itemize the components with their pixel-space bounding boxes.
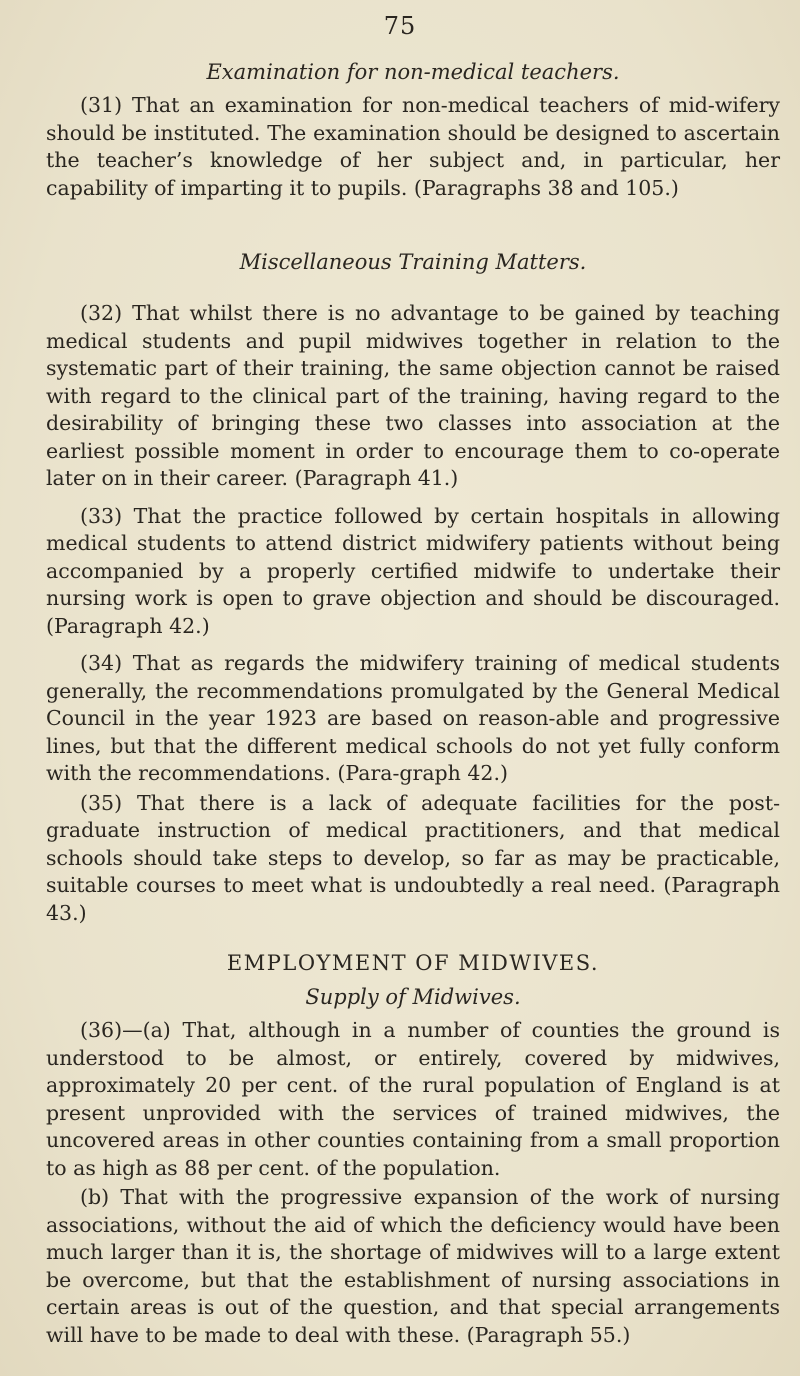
paragraph-32: (32) That whilst there is no advantage to be gained by teaching medical students and pupil midwives together in relation to the systematic part of their training, the same objection cannot be raised with regard to the clinical part of the training, having regard to the desirability of bringing these two classes into association at the earliest possible moment in order to encourage them to co-operate later on in their career. (Paragraph 41.) <box>46 301 780 490</box>
section-heading-examination: Examination for non-medical teachers. <box>206 60 620 84</box>
paragraph-33: (33) That the practice followed by certain hospitals in allowing medical students to attend district midwifery patients without being accompanied by a properly certified midwife to undertake their nursing work is open to grave objection and should be discouraged. (Paragraph 42.) <box>46 503 780 638</box>
section-heading-employment: EMPLOYMENT OF MIDWIVES. <box>226 951 600 975</box>
section-heading-supply: Supply of Midwives. <box>305 985 521 1009</box>
paragraph-35: (35) That there is a lack of adequate facilities for the post-graduate instruction of medical practitioners, and that medical schools should take steps to develop, so far as may be practicable, suitable courses to meet what is undoubtedly a real need. (Paragraph 43.) <box>46 790 780 925</box>
paragraph-36b: (b) That with the progressive expansion of the work of nursing associations, without the aid of which the deficiency would have been much larger than it is, the shortage of midwives will to a large extent be overcome, but that the establishment of nursing associations in certain areas is out of the question, and that special arrangements will have to be made to deal with these. (Paragraph 55.) <box>46 1185 780 1347</box>
paragraph-31: (31) That an examination for non-medical teachers of mid-wifery should be instituted. The examination should be designed to ascertain the teacher’s knowledge of her subject and, in particular, her capability of imparting it to pupils. (Paragraphs 38 and 105.) <box>46 93 780 200</box>
paragraph-36a: (36)—(a) That, although in a number of counties the ground is understood to be almost, or entirely, covered by midwives, approximately 20 per cent. of the rural population of England is at present unprovided with the services of trained midwives, the uncovered areas in other counties containing from a small proportion to as high as 88 per cent. of the population. <box>46 1018 780 1180</box>
page-number: 75 <box>383 12 417 40</box>
page-content <box>46 52 780 1359</box>
section-heading-miscellaneous: Miscellaneous Training Matters. <box>239 250 587 274</box>
paragraph-34: (34) That as regards the midwifery training of medical students generally, the recommendations promulgated by the General Medical Council in the year 1923 are based on reason-able and progressive lines, but that the different medical schools do not yet fully conform with the recommendations. (Para-graph 42.) <box>46 651 780 785</box>
